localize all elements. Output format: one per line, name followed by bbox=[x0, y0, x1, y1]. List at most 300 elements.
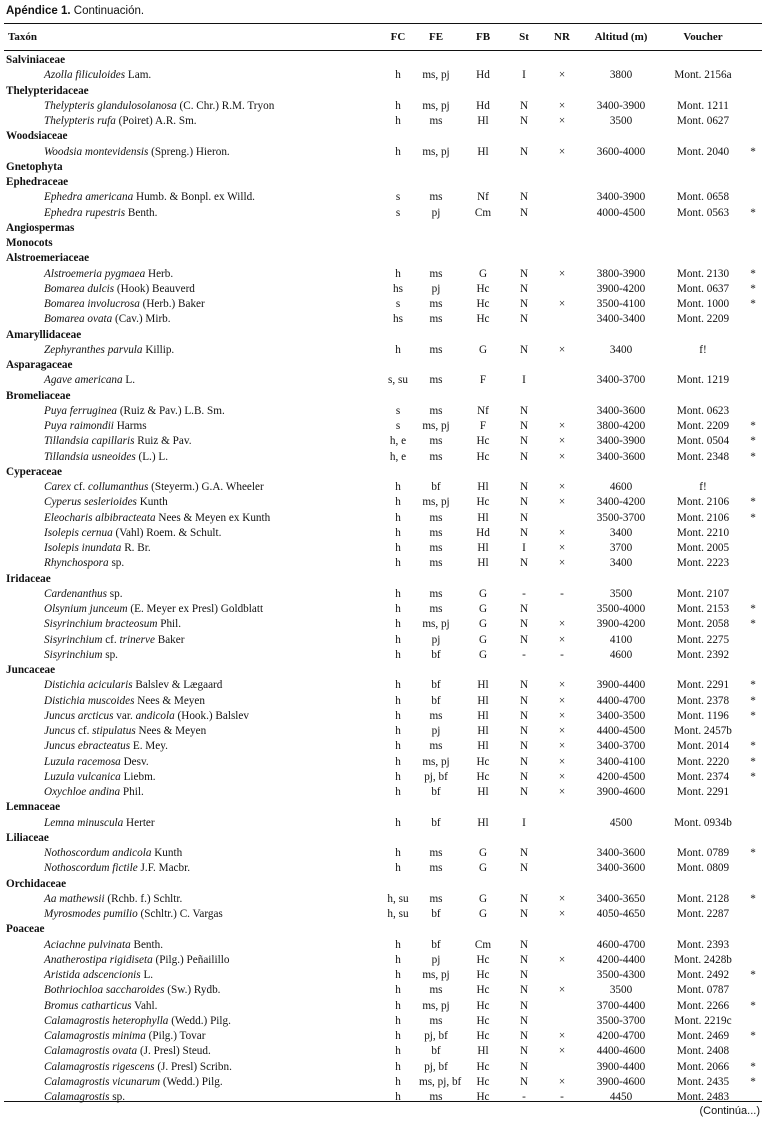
nr-cell: × bbox=[558, 298, 566, 310]
taxon-epithet: Juncus arcticus bbox=[44, 709, 114, 722]
fe-cell: ms bbox=[429, 511, 443, 524]
altitude-cell: 4450 bbox=[609, 1091, 633, 1103]
taxon-authority: Kunth bbox=[136, 496, 168, 509]
fe-cell: ms bbox=[429, 115, 443, 127]
fb-cell: Hc bbox=[476, 298, 490, 310]
fe-cell: ms bbox=[429, 1014, 443, 1027]
fc-cell: h bbox=[395, 770, 401, 783]
fe-cell: ms, pj bbox=[422, 69, 450, 82]
altitude-cell: 4200-4700 bbox=[596, 1030, 646, 1042]
fb-cell: G bbox=[478, 862, 488, 875]
nr-cell: × bbox=[558, 679, 566, 692]
header-nr: NR bbox=[554, 31, 570, 43]
top-rule bbox=[4, 23, 762, 24]
fb-cell: G bbox=[478, 633, 488, 646]
nr-cell: × bbox=[558, 69, 566, 82]
taxon-row bbox=[0, 480, 766, 495]
fb-cell: Hl bbox=[477, 709, 489, 722]
taxon-name bbox=[44, 68, 151, 83]
family-name: Orchidaceae bbox=[6, 877, 67, 890]
fe-cell: ms bbox=[429, 892, 443, 905]
nr-cell: × bbox=[558, 1030, 566, 1042]
fe-cell: ms bbox=[429, 374, 443, 387]
altitude-cell: 3700-4400 bbox=[596, 999, 646, 1012]
fc-cell: h bbox=[395, 69, 401, 82]
family-name: Ephedraceae bbox=[6, 176, 69, 188]
taxon-name bbox=[44, 404, 225, 419]
taxon-epithet: Calamagrostis ovata bbox=[44, 1045, 138, 1058]
voucher-cell: Mont. 2066 bbox=[676, 1060, 730, 1073]
taxon-row bbox=[0, 434, 766, 449]
voucher-cell: Mont. 2106 bbox=[676, 496, 730, 509]
fb-cell: Hc bbox=[476, 755, 490, 768]
taxon-row bbox=[0, 450, 766, 465]
taxon-row bbox=[0, 938, 766, 953]
taxon-row bbox=[0, 694, 766, 709]
fc-cell: h bbox=[395, 496, 401, 509]
new-record-mark: * bbox=[750, 892, 756, 905]
altitude-cell: 3800-3900 bbox=[596, 267, 646, 280]
taxon-authority: Benth. bbox=[130, 938, 164, 951]
st-cell: N bbox=[519, 526, 529, 539]
voucher-cell: f! bbox=[699, 481, 707, 493]
fb-cell: G bbox=[478, 618, 488, 631]
st-cell: N bbox=[519, 282, 529, 295]
voucher-cell: Mont. 2291 bbox=[676, 679, 730, 692]
voucher-cell: Mont. 0623 bbox=[676, 404, 730, 417]
fe-cell: pj bbox=[431, 953, 441, 966]
taxon-name bbox=[44, 190, 255, 205]
fc-cell: s bbox=[395, 298, 401, 310]
family-row bbox=[0, 663, 766, 678]
st-cell: N bbox=[519, 313, 529, 326]
fc-cell: h bbox=[395, 526, 401, 539]
fe-cell: ms bbox=[429, 587, 443, 600]
voucher-cell: Mont. 2348 bbox=[676, 450, 730, 463]
taxon-authority: (Hook.) Balslev bbox=[174, 709, 249, 722]
fe-cell: ms bbox=[429, 1091, 443, 1103]
fe-cell: bf bbox=[431, 694, 441, 707]
voucher-cell: Mont. 2153 bbox=[676, 603, 730, 615]
taxon-epithet: Bomarea involucrosa bbox=[44, 298, 140, 310]
new-record-mark: * bbox=[750, 999, 756, 1012]
nr-cell: × bbox=[558, 450, 566, 463]
voucher-cell: Mont. 2378 bbox=[676, 694, 730, 707]
family-row bbox=[0, 389, 766, 404]
fb-cell: Hc bbox=[476, 1030, 490, 1042]
fe-cell: pj, bf bbox=[424, 1030, 448, 1042]
taxon-row bbox=[0, 297, 766, 312]
fe-cell: ms bbox=[429, 862, 443, 875]
taxon-row bbox=[0, 312, 766, 327]
altitude-cell: 3500 bbox=[609, 984, 633, 997]
voucher-cell: Mont. 2374 bbox=[676, 770, 730, 783]
taxon-row bbox=[0, 755, 766, 770]
fe-cell: ms bbox=[429, 603, 443, 615]
fe-cell: ms, pj bbox=[422, 145, 450, 158]
taxon-authority: var. bbox=[113, 709, 136, 722]
taxon-name bbox=[44, 617, 181, 632]
taxon-authority: (Sw.) Rydb. bbox=[164, 984, 221, 997]
taxon-name bbox=[44, 816, 155, 831]
fb-cell: Cm bbox=[474, 938, 492, 951]
taxon-row bbox=[0, 587, 766, 602]
fe-cell: pj bbox=[431, 633, 441, 646]
st-cell: N bbox=[519, 770, 529, 783]
taxon-row bbox=[0, 373, 766, 388]
new-record-mark: * bbox=[750, 740, 756, 753]
taxon-epithet: Nothoscordum fictile bbox=[44, 862, 138, 875]
fc-cell: h bbox=[395, 755, 401, 768]
taxon-epithet: Juncus bbox=[44, 725, 76, 737]
fc-cell: h bbox=[395, 511, 401, 524]
fb-cell: F bbox=[479, 374, 487, 387]
nr-cell: × bbox=[558, 786, 566, 798]
altitude-cell: 3500 bbox=[609, 587, 633, 600]
taxon-epithet: Thelypteris rufa bbox=[44, 115, 116, 127]
fb-cell: Hc bbox=[476, 999, 490, 1012]
st-cell: I bbox=[522, 374, 526, 387]
fe-cell: ms bbox=[429, 404, 443, 417]
new-record-mark: * bbox=[750, 450, 756, 463]
taxon-name bbox=[44, 419, 147, 434]
altitude-cell: 3400-4100 bbox=[596, 755, 646, 768]
taxon-authority: sp. bbox=[106, 587, 123, 600]
family-name: Asparagaceae bbox=[6, 359, 73, 371]
fb-cell: Cm bbox=[474, 206, 492, 219]
taxon-row bbox=[0, 968, 766, 983]
taxon-epithet: Alstroemeria pygmaea bbox=[44, 267, 146, 280]
fb-cell: Hc bbox=[476, 969, 490, 981]
family-name: Amaryllidaceae bbox=[6, 328, 82, 341]
altitude-cell: 3400 bbox=[609, 526, 633, 539]
family-row bbox=[0, 572, 766, 587]
taxon-row bbox=[0, 404, 766, 419]
fe-cell: ms bbox=[429, 267, 443, 280]
taxon-row bbox=[0, 846, 766, 861]
taxon-name bbox=[44, 434, 192, 449]
fc-cell: h bbox=[395, 267, 401, 280]
nr-cell: - bbox=[560, 648, 564, 661]
family-name: Gnetophyta bbox=[6, 160, 63, 173]
taxon-row bbox=[0, 861, 766, 876]
taxon-name bbox=[44, 587, 123, 602]
taxon-authority: (Spreng.) Hieron. bbox=[148, 145, 230, 158]
fb-cell: Hd bbox=[476, 99, 490, 112]
bottom-rule bbox=[4, 1101, 762, 1102]
taxon-authority: (Pilg.) Peñailillo bbox=[152, 953, 230, 966]
st-cell: N bbox=[519, 145, 529, 158]
altitude-cell: 3400-3600 bbox=[596, 847, 646, 859]
fc-cell: h bbox=[395, 969, 401, 981]
fb-cell: Hc bbox=[476, 496, 490, 509]
fe-cell: ms bbox=[429, 542, 443, 554]
taxon-authority: R. Br. bbox=[121, 542, 151, 554]
taxon-row bbox=[0, 724, 766, 739]
taxon-row bbox=[0, 190, 766, 205]
family-row bbox=[0, 328, 766, 343]
taxon-epithet: Tillandsia capillaris bbox=[44, 435, 135, 448]
fe-cell: bf bbox=[431, 1045, 441, 1058]
fb-cell: G bbox=[478, 587, 488, 600]
fc-cell: h bbox=[395, 740, 401, 753]
taxon-epithet: Ephedra rupestris bbox=[44, 206, 126, 219]
fb-cell: Hl bbox=[477, 725, 489, 737]
voucher-cell: Mont. 2483 bbox=[676, 1091, 730, 1103]
fe-cell: bf bbox=[431, 938, 441, 951]
fc-cell: h bbox=[395, 557, 401, 570]
taxon-epithet: Distichia muscoides bbox=[44, 694, 135, 707]
fc-cell: s bbox=[395, 191, 401, 204]
taxon-authority: Killip. bbox=[142, 343, 175, 356]
st-cell: N bbox=[519, 709, 529, 722]
taxon-name bbox=[44, 602, 263, 617]
taxon-authority: sp. bbox=[102, 648, 118, 661]
st-cell: N bbox=[519, 725, 529, 737]
fe-cell: ms, pj, bf bbox=[419, 1075, 462, 1088]
fe-cell: ms, pj bbox=[422, 755, 450, 768]
taxon-epithet: Oxychloe andina bbox=[44, 786, 121, 798]
altitude-cell: 4400-4700 bbox=[596, 694, 646, 707]
taxon-authority: Ruiz & Pav. bbox=[134, 435, 192, 448]
fc-cell: h bbox=[395, 618, 401, 631]
st-cell: N bbox=[519, 603, 529, 615]
new-record-mark: * bbox=[750, 496, 756, 509]
nr-cell: × bbox=[558, 725, 566, 737]
nr-cell: × bbox=[558, 770, 566, 783]
taxon-name bbox=[44, 99, 274, 114]
fc-cell: h bbox=[395, 999, 401, 1012]
taxon-row bbox=[0, 648, 766, 663]
family-name: Iridaceae bbox=[6, 572, 51, 585]
fb-cell: G bbox=[478, 343, 488, 356]
fc-cell: s bbox=[395, 420, 401, 432]
taxon-authority: (Rchb. f.) Schltr. bbox=[104, 892, 183, 905]
table-caption bbox=[6, 5, 144, 17]
taxon-authority: cf. bbox=[75, 725, 93, 737]
fb-cell: Hd bbox=[476, 69, 490, 82]
table-body bbox=[0, 53, 766, 1105]
taxon-authority: (Steyerm.) G.A. Wheeler bbox=[148, 481, 264, 493]
family-row bbox=[0, 877, 766, 892]
fe-cell: pj, bf bbox=[424, 1060, 448, 1073]
new-record-mark: * bbox=[750, 603, 756, 615]
taxon-epithet: Aristida adscencionis bbox=[44, 969, 141, 981]
voucher-cell: Mont. 2435 bbox=[676, 1075, 730, 1088]
fb-cell: Hc bbox=[476, 313, 490, 326]
fc-cell: h bbox=[395, 679, 401, 692]
family-row bbox=[0, 465, 766, 480]
voucher-cell: Mont. 2457b bbox=[674, 725, 732, 737]
st-cell: N bbox=[519, 298, 529, 310]
altitude-cell: 3400-3500 bbox=[596, 709, 646, 722]
voucher-cell: Mont. 1000 bbox=[676, 298, 730, 310]
taxon-authority: (Vahl) Roem. & Schult. bbox=[112, 526, 222, 539]
fc-cell: h, su bbox=[387, 908, 409, 920]
header-st: St bbox=[519, 31, 529, 43]
taxon-name bbox=[44, 114, 197, 129]
fe-cell: ms, pj bbox=[422, 496, 450, 509]
fe-cell: ms bbox=[429, 526, 443, 539]
taxon-authority: (L.) L. bbox=[135, 450, 168, 463]
taxon-row bbox=[0, 1014, 766, 1029]
st-cell: N bbox=[519, 435, 529, 448]
altitude-cell: 4400-4500 bbox=[596, 725, 646, 737]
nr-cell: × bbox=[558, 557, 566, 570]
new-record-mark: * bbox=[750, 847, 756, 859]
fc-cell: h bbox=[395, 953, 401, 966]
st-cell: N bbox=[519, 984, 529, 997]
taxon-epithet: Calamagrostis minima bbox=[44, 1030, 146, 1042]
taxon-epithet: Calamagrostis bbox=[44, 1091, 110, 1103]
new-record-mark: * bbox=[750, 755, 756, 768]
fe-cell: ms, pj bbox=[422, 618, 450, 631]
st-cell: N bbox=[519, 633, 529, 646]
nr-cell: × bbox=[558, 984, 566, 997]
altitude-cell: 3400 bbox=[609, 343, 633, 356]
taxon-authority: Humb. & Bonpl. ex Willd. bbox=[133, 191, 255, 204]
altitude-cell: 4600 bbox=[609, 648, 633, 661]
st-cell: N bbox=[519, 420, 529, 432]
altitude-cell: 4400-4600 bbox=[596, 1045, 646, 1058]
new-record-mark: * bbox=[750, 969, 756, 981]
family-name: Poaceae bbox=[6, 923, 45, 936]
voucher-cell: Mont. 0658 bbox=[676, 191, 730, 204]
taxon-name bbox=[44, 297, 205, 312]
altitude-cell: 3900-4200 bbox=[596, 618, 646, 631]
taxon-epithet: Sisyrinchium bracteosum bbox=[44, 618, 158, 631]
taxon-epithet: Distichia acicularis bbox=[44, 679, 133, 692]
altitude-cell: 3600-4000 bbox=[596, 145, 646, 158]
st-cell: N bbox=[519, 1014, 529, 1027]
altitude-cell: 3400 bbox=[609, 557, 633, 570]
nr-cell: × bbox=[558, 1045, 566, 1058]
taxon-epithet: andicola bbox=[135, 709, 175, 722]
fc-cell: h bbox=[395, 648, 401, 661]
fe-cell: ms bbox=[429, 740, 443, 753]
fc-cell: h bbox=[395, 603, 401, 615]
altitude-cell: 3900-4400 bbox=[596, 679, 646, 692]
voucher-cell: Mont. 2005 bbox=[676, 542, 730, 554]
st-cell: I bbox=[522, 69, 526, 82]
fb-cell: Hc bbox=[476, 435, 490, 448]
taxon-row bbox=[0, 282, 766, 297]
nr-cell: × bbox=[558, 115, 566, 127]
fc-cell: h bbox=[395, 938, 401, 951]
st-cell: N bbox=[519, 450, 529, 463]
taxon-name bbox=[44, 343, 174, 358]
fc-cell: hs bbox=[393, 313, 403, 326]
taxon-name bbox=[44, 861, 190, 876]
taxon-epithet: Azolla filiculoides bbox=[44, 69, 126, 82]
fe-cell: ms bbox=[429, 298, 443, 310]
fc-cell: h bbox=[395, 1030, 401, 1042]
st-cell: N bbox=[519, 1045, 529, 1058]
new-record-mark: * bbox=[750, 206, 756, 219]
voucher-cell: Mont. 2209 bbox=[676, 313, 730, 326]
fc-cell: s, su bbox=[388, 374, 408, 387]
taxon-row bbox=[0, 999, 766, 1014]
new-record-mark: * bbox=[750, 511, 756, 524]
voucher-cell: Mont. 0627 bbox=[676, 115, 730, 127]
fe-cell: ms, pj bbox=[422, 99, 450, 112]
st-cell: N bbox=[519, 786, 529, 798]
new-record-mark: * bbox=[750, 298, 756, 310]
taxon-name bbox=[44, 678, 222, 693]
fb-cell: Nf bbox=[477, 404, 489, 417]
st-cell: N bbox=[519, 862, 529, 875]
new-record-mark: * bbox=[750, 145, 756, 158]
fe-cell: ms, pj bbox=[422, 999, 450, 1012]
fb-cell: Hc bbox=[476, 770, 490, 783]
taxon-name bbox=[44, 1090, 125, 1105]
voucher-cell: Mont. 0787 bbox=[676, 984, 730, 997]
fc-cell: h bbox=[395, 542, 401, 554]
st-cell: N bbox=[519, 908, 529, 920]
st-cell: N bbox=[519, 969, 529, 981]
new-record-mark: * bbox=[750, 435, 756, 448]
altitude-cell: 3400-3650 bbox=[596, 892, 646, 905]
fc-cell: h, e bbox=[389, 435, 407, 448]
st-cell: - bbox=[522, 1091, 526, 1103]
altitude-cell: 3400-3600 bbox=[596, 404, 646, 417]
altitude-cell: 3500-4300 bbox=[596, 969, 646, 981]
altitude-cell: 3700 bbox=[609, 542, 633, 554]
st-cell: N bbox=[519, 267, 529, 280]
voucher-cell: Mont. 1219 bbox=[676, 374, 730, 387]
nr-cell: × bbox=[558, 892, 566, 905]
taxon-name bbox=[44, 526, 221, 541]
fe-cell: ms, pj bbox=[422, 969, 450, 981]
taxon-authority: Herter bbox=[123, 816, 155, 829]
family-row bbox=[0, 53, 766, 68]
taxon-row bbox=[0, 892, 766, 907]
taxon-epithet: Aciachne pulvinata bbox=[44, 938, 131, 951]
taxon-name bbox=[44, 1075, 223, 1090]
taxon-authority: Liebm. bbox=[120, 770, 156, 783]
altitude-cell: 3400-3700 bbox=[596, 740, 646, 753]
fc-cell: s bbox=[395, 206, 401, 219]
new-record-mark: * bbox=[750, 709, 756, 722]
voucher-cell: Mont. 1196 bbox=[677, 709, 729, 722]
taxon-name bbox=[44, 495, 168, 510]
header-rule bbox=[4, 50, 762, 51]
family-row bbox=[0, 129, 766, 144]
taxon-name bbox=[44, 907, 223, 922]
taxon-name bbox=[44, 373, 135, 388]
voucher-cell: Mont. 2040 bbox=[676, 145, 730, 158]
new-record-mark: * bbox=[750, 694, 756, 707]
family-name: Cyperaceae bbox=[6, 465, 62, 478]
taxon-name bbox=[44, 282, 195, 297]
fb-cell: Hl bbox=[477, 740, 489, 753]
fc-cell: h bbox=[395, 862, 401, 875]
taxon-row bbox=[0, 617, 766, 632]
taxon-epithet: Puya raimondii bbox=[44, 420, 114, 432]
fc-cell: h bbox=[395, 115, 401, 127]
voucher-cell: Mont. 2220 bbox=[676, 755, 730, 768]
altitude-cell: 4600-4700 bbox=[596, 938, 646, 951]
voucher-cell: Mont. 2014 bbox=[676, 740, 730, 753]
family-name: Thelypteridaceae bbox=[6, 84, 89, 97]
taxon-name bbox=[44, 480, 264, 495]
taxon-name bbox=[44, 709, 249, 724]
taxon-epithet: Isolepis inundata bbox=[44, 542, 122, 554]
fb-cell: Hl bbox=[477, 679, 489, 692]
st-cell: N bbox=[519, 511, 529, 524]
fe-cell: ms bbox=[429, 313, 443, 326]
taxon-name bbox=[44, 1029, 205, 1044]
